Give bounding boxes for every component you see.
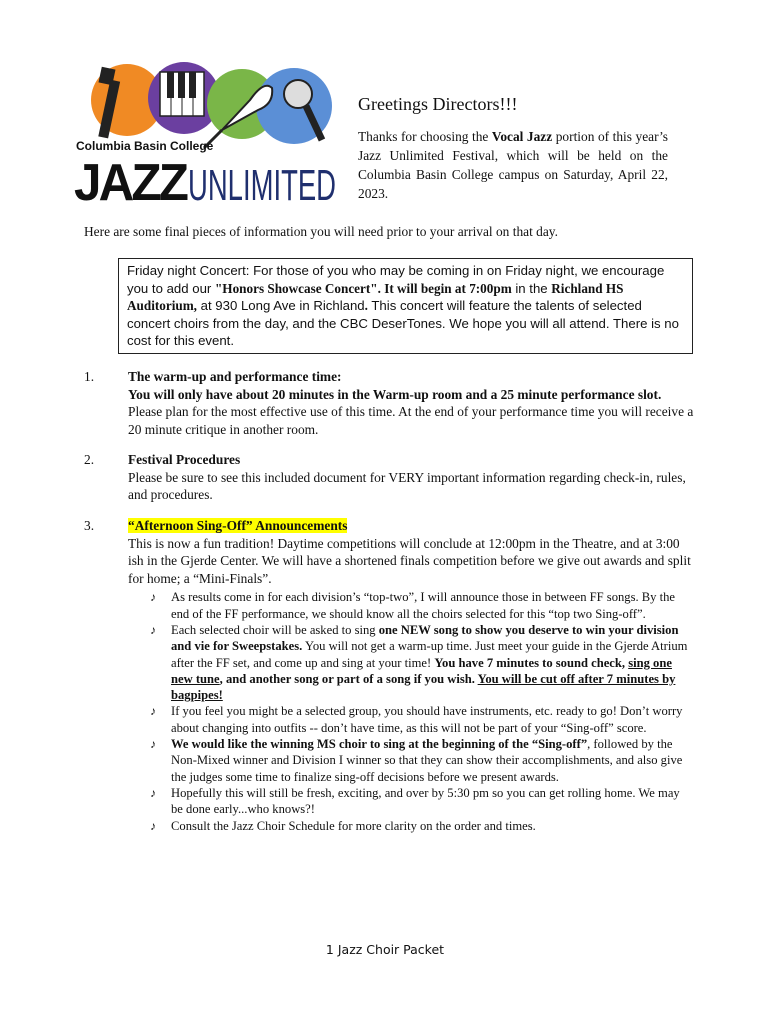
list-item: ♪ Each selected choir will be asked to sing one NEW song to show you deserve to win your division and vie for Sweepstakes. You will not get a warm-up time. Just meet your guide in the Gjerde Atrium after the FF set, and come up and sing at your time! You have 7 minutes to sound check, sing one new tune, and another song or part of a song if you wish. You will be cut off after 7 minutes by bagpipes! xyxy=(150,622,688,703)
item-number: 2. xyxy=(84,452,95,467)
list-item: ♪ If you feel you might be a selected group, you should have instruments, etc. ready to go! Don’t worry about changing into outfits -- don’t have time, as this will not be part of your “Sing-off” score. xyxy=(150,704,683,735)
list-item: ♪ We would like the winning MS choir to sing at the beginning of the “Sing-off”, followed by the Non-Mixed winner and Division I winner so that they can show their accomplishments, and also give the judges some time to finalize sing-off decisions before we present awards. xyxy=(150,737,683,784)
list-item: ♪ As results come in for each division’s “top-two”, I will announce those in between FF songs. By the end of the FF performance, we should know all the choirs selected for this “top two Sing-off”. xyxy=(150,590,676,621)
jazz-word: JAZZ xyxy=(74,154,189,205)
jazz-unlimited-logo xyxy=(72,60,338,205)
music-note-icon: ♪ xyxy=(150,590,156,605)
greeting-block xyxy=(358,94,668,203)
list-item-warmup: 1. The warm-up and performance time: You will only have about 20 minutes in the Warm-up room and a 25 minute performance slot. Please plan for the most effective use of this time. At the end of your performance time you will receive a 20 minute critique in another room. xyxy=(84,369,694,437)
intro-text: Here are some final pieces of information you will need prior to your arrival on that day. xyxy=(84,224,558,239)
music-note-icon: ♪ xyxy=(150,704,156,719)
item-title: The warm-up and performance time: xyxy=(128,369,342,384)
music-note-icon: ♪ xyxy=(150,622,156,637)
list-item-sing-off: 3. “Afternoon Sing-Off” Announcements This is now a fun tradition! Daytime competitions will conclude at 12:00pm in the Theatre, and at 3:00 ish in the Gjerde Center. We will have a shortened finals competition before we give out awards and split for home; a “Mini-Finals”. ♪ As results come in for each division’s “top-two”, I will announce those in between FF songs. By the end of the FF performance, we should know all the choirs selected for this “top two Sing-off”. ♪ Each selected choir will be asked to sing one NEW song to show you deserve to win your division and vie for Sweepstakes. You will not get a warm-up time. Just meet your guide in the Gjerde Atrium after the FF set, and come up and sing at your time! You have 7 minutes to sound check, sing one new tune, and another song or part of a song if you wish. You will be cut off after 7 minutes by bagpipes! ♪ If you feel you might be a selected group, you should have instruments, etc. ready to go! Don’t worry about changing into outfits -- don’t have time, as this will not be part of your “Sing-off” score. ♪ We would like the winning MS choir to sing at the beginning of the “Sing-off”, followed by the Non-Mixed winner and Division I winner so that they can show their accomplishments, and also give the judges some time to finalize sing-off decisions before we present awards. ♪ Hopefully this will still be fresh, exciting, and over by 5:30 pm so you can get rolling home. We may be done early...who knows?! ♪ Consult the Jazz Choir Schedule for more clarity on the order and times. xyxy=(84,517,694,834)
piano-keys-icon xyxy=(160,72,204,116)
page-footer: 1 Jazz Choir Packet xyxy=(325,942,445,957)
item-number: 3. xyxy=(84,518,95,533)
friday-concert-box: Friday night Concert: For those of you who may be coming in on Friday night, we encourage you to add our "Honors Showcase Concert". It will begin at 7:00pm in the Richland HS Auditorium, at 930 Long Ave in Richland. This concert will feature the talents of selected concert choirs from the day, and the CBC DeserTones. We hope you will all attend. There is no cost for this event. xyxy=(118,258,693,354)
list-item: ♪ Consult the Jazz Choir Schedule for more clarity on the order and times. xyxy=(150,818,536,833)
music-note-icon: ♪ xyxy=(150,737,156,752)
music-note-icon: ♪ xyxy=(150,785,156,800)
list-item: ♪ Hopefully this will still be fresh, exciting, and over by 5:30 pm so you can get rolling home. We may be done early...who knows?! xyxy=(150,785,680,817)
item-title-highlighted: “Afternoon Sing-Off” Announcements xyxy=(128,518,348,533)
college-name: Columbia Basin College xyxy=(76,139,214,153)
list-item-procedures: 2. Festival Procedures Please be sure to see this included document for VERY important information regarding check-in, rules, and procedures. xyxy=(84,452,686,503)
music-note-icon: ♪ xyxy=(150,818,156,833)
unlimited-word: UNLIMITED xyxy=(188,161,336,205)
sing-off-bullets xyxy=(128,589,694,833)
item-number: 1. xyxy=(84,369,95,384)
item-title: Festival Procedures xyxy=(128,452,241,467)
greeting-paragraph: Thanks for choosing the Vocal Jazz portion of this year’s Jazz Unlimited Festival, which will be held on the Columbia Basin College campus on Saturday, April 22, 2023. xyxy=(358,129,668,201)
greeting-heading: Greetings Directors!!! xyxy=(358,94,518,114)
